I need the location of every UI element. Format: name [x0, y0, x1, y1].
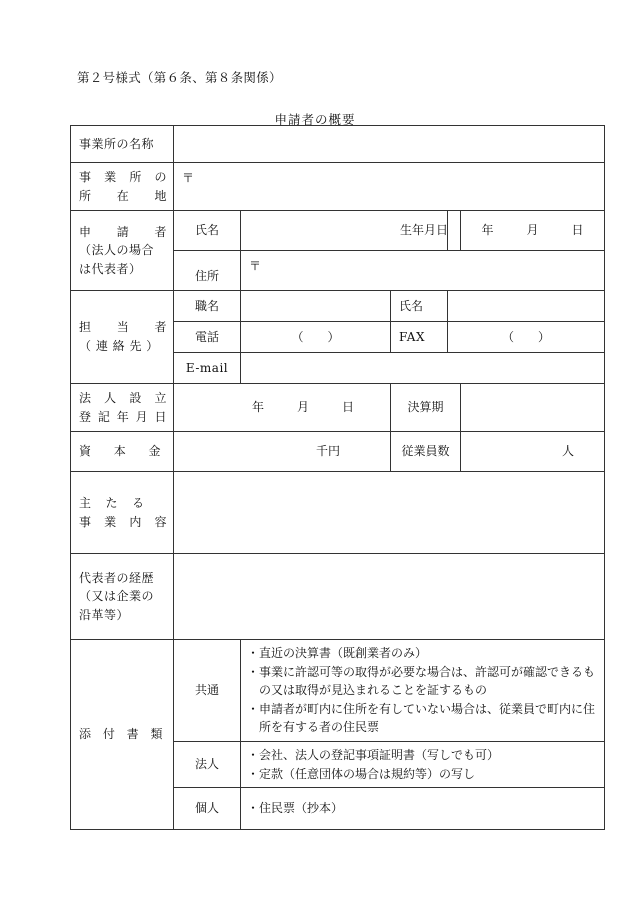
- applicant-overview-table: [70, 125, 605, 830]
- history-label: [71, 554, 174, 640]
- main-business-label-line1: 主 た る: [79, 495, 145, 510]
- applicant-label-line2: （法人の場合: [79, 243, 155, 258]
- history-label-line3: 沿革等）: [79, 607, 130, 622]
- contact-label-line1: 担 当 者: [79, 320, 167, 335]
- attachments-common-list: [241, 640, 605, 742]
- contact-name-label: 氏名: [391, 291, 448, 322]
- form-title: 申請者の概要: [274, 112, 356, 127]
- fax-label: FAX: [391, 322, 448, 353]
- phone-label: 電話: [174, 322, 241, 353]
- main-business-label: [71, 472, 174, 554]
- office-address-label: [71, 163, 174, 211]
- office-name-label: 事業所の名称: [71, 126, 174, 163]
- list-item: ・ 会社、法人の登記事項証明書（写しでも可）: [247, 746, 600, 765]
- fiscal-period-label: 決算期: [391, 384, 461, 432]
- office-address-field[interactable]: [174, 163, 605, 211]
- incorporation-label: [71, 384, 174, 432]
- applicant-label-line1: 申 請 者: [79, 224, 167, 239]
- list-item: ・ 住民票（抄本）: [247, 799, 600, 818]
- attachments-individual-label: 個人: [174, 788, 241, 830]
- list-item: ・ 定款（任意団体の場合は規約等）の写し: [247, 765, 600, 784]
- history-field[interactable]: [174, 554, 605, 640]
- office-address-label-line2: 所 在 地: [79, 188, 167, 203]
- list-item: ・ 事業に許認可等の取得が必要な場合は、許認可が確認できるもの又は取得が見込まれることを証するもの: [247, 663, 600, 700]
- incorporation-label-line1: 法 人 設 立: [79, 390, 167, 405]
- postal-mark: 〒: [249, 259, 262, 273]
- applicant-name-label: 氏名: [174, 211, 241, 251]
- incorporation-label-line2: 登 記 年 月 日: [79, 409, 167, 424]
- position-label: 職名: [174, 291, 241, 322]
- fax-field[interactable]: （ ）: [448, 322, 605, 353]
- history-label-line1: 代表者の経歴: [79, 570, 155, 585]
- main-business-field[interactable]: [174, 472, 605, 554]
- applicant-address-field[interactable]: [241, 251, 605, 291]
- attachments-common-label: 共通: [174, 640, 241, 742]
- office-name-field[interactable]: [174, 126, 605, 163]
- list-item: ・ 直近の決算書（既創業者のみ）: [247, 644, 600, 663]
- attachments-corp-list: [241, 741, 605, 787]
- phone-field[interactable]: （ ）: [241, 322, 391, 353]
- history-label-line2: （又は企業の: [79, 589, 155, 604]
- contact-label-line2: （ 連 絡 先 ）: [79, 339, 159, 353]
- contact-name-field[interactable]: [448, 291, 605, 322]
- contact-label: [71, 291, 174, 384]
- applicant-label-line3: は代表者）: [79, 261, 142, 276]
- attachments-corp-label: 法人: [174, 741, 241, 787]
- attachments-label: 添 付 書 類: [71, 640, 174, 830]
- attachments-individual-list: [241, 788, 605, 830]
- employees-label: 従業員数: [391, 432, 461, 472]
- position-field[interactable]: [241, 291, 391, 322]
- applicant-address-label: 住所: [174, 251, 241, 291]
- postal-mark: 〒: [182, 171, 195, 185]
- email-field[interactable]: [241, 353, 605, 384]
- fiscal-period-field[interactable]: [461, 384, 605, 432]
- capital-label: 資 本 金: [71, 432, 174, 472]
- list-item: ・ 申請者が町内に住所を有していない場合は、従業員で町内に住所を有する者の住民票: [247, 700, 600, 737]
- birth-date-label: 生年月日: [448, 211, 461, 251]
- capital-field[interactable]: 千円: [174, 432, 391, 472]
- employees-field[interactable]: 人: [461, 432, 605, 472]
- applicant-label: [71, 211, 174, 291]
- email-label: E-mail: [174, 353, 241, 384]
- incorporation-date-field[interactable]: 年 月 日: [174, 384, 391, 432]
- birth-date-field[interactable]: 年 月 日: [461, 211, 605, 251]
- form-number: 第２号様式（第６条、第８条関係）: [77, 70, 282, 85]
- main-business-label-line2: 事 業 内 容: [79, 514, 167, 529]
- office-address-label-line1: 事 業 所 の: [79, 169, 167, 184]
